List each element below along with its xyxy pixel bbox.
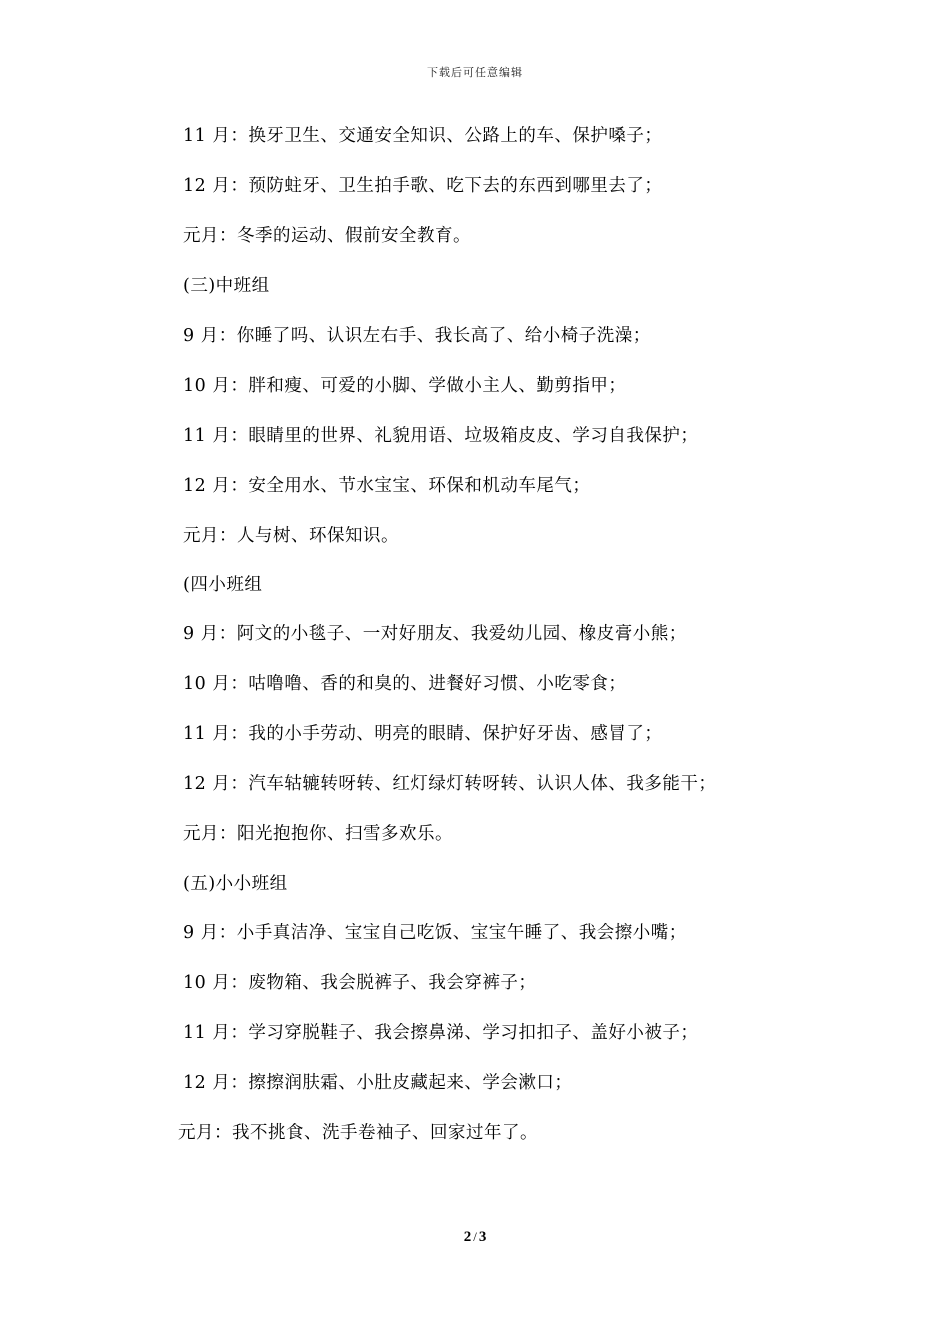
- list-item: 12 月：预防蛀牙、卫生拍手歌、吃下去的东西到哪里去了；: [183, 176, 663, 196]
- list-item: 元月：我不挑食、洗手卷袖子、回家过年了。: [178, 1123, 538, 1143]
- list-item: 11 月：眼睛里的世界、礼貌用语、垃圾箱皮皮、学习自我保护；: [183, 426, 699, 446]
- list-item: 11 月：我的小手劳动、明亮的眼睛、保护好牙齿、感冒了；: [183, 724, 663, 744]
- list-item: 11 月：学习穿脱鞋子、我会擦鼻涕、学习扣扣子、盖好小被子；: [183, 1023, 699, 1043]
- list-item: 9 月：小手真洁净、宝宝自己吃饭、宝宝午睡了、我会擦小嘴；: [183, 923, 687, 943]
- list-item: 9 月：你睡了吗、认识左右手、我长高了、给小椅子洗澡；: [183, 326, 651, 346]
- list-item: 12 月：汽车轱辘转呀转、红灯绿灯转呀转、认识人体、我多能干；: [183, 774, 717, 794]
- section-heading: (五)小小班组: [183, 874, 288, 894]
- page-header: 下载后可任意编辑: [427, 66, 523, 79]
- section-heading: (三)中班组: [183, 276, 270, 296]
- section-heading: (四小班组: [183, 575, 263, 595]
- list-item: 元月：冬季的运动、假前安全教育。: [183, 226, 471, 246]
- list-item: 10 月：咕噜噜、香的和臭的、进餐好习惯、小吃零食；: [183, 674, 627, 694]
- list-item: 9 月：阿文的小毯子、一对好朋友、我爱幼儿园、橡皮膏小熊；: [183, 624, 687, 644]
- list-item: 10 月：胖和瘦、可爱的小脚、学做小主人、勤剪指甲；: [183, 376, 627, 396]
- page-total: 3: [478, 1229, 487, 1245]
- page-current: 2: [463, 1229, 472, 1245]
- list-item: 12 月：擦擦润肤霜、小肚皮藏起来、学会漱口；: [183, 1073, 573, 1093]
- list-item: 元月：阳光抱抱你、扫雪多欢乐。: [183, 824, 453, 844]
- page-separator: /: [473, 1229, 477, 1244]
- list-item: 12 月：安全用水、节水宝宝、环保和机动车尾气；: [183, 476, 591, 496]
- list-item: 11 月：换牙卫生、交通安全知识、公路上的车、保护嗓子；: [183, 126, 663, 146]
- list-item: 元月：人与树、环保知识。: [183, 526, 399, 546]
- page-number: [0, 1229, 950, 1246]
- list-item: 10 月：废物箱、我会脱裤子、我会穿裤子；: [183, 973, 537, 993]
